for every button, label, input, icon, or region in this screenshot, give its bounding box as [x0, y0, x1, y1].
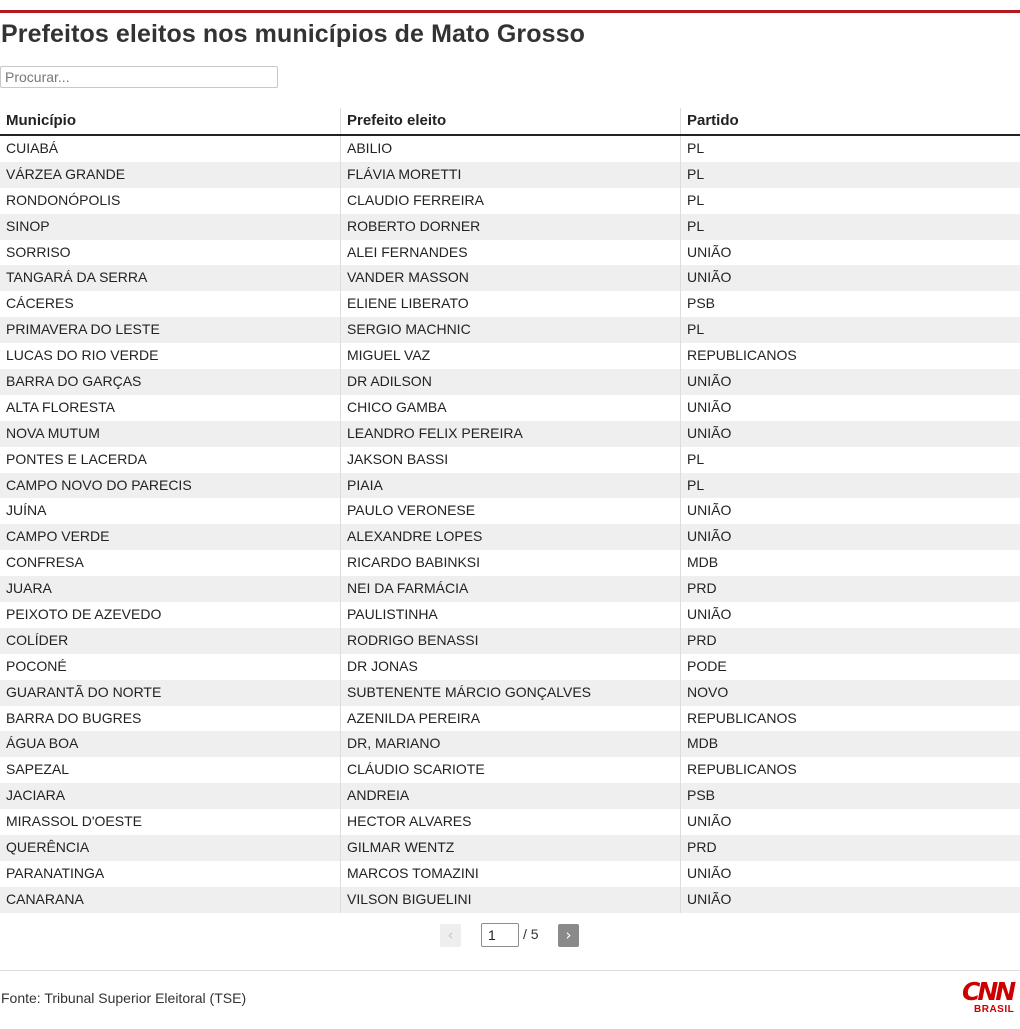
cell-partido: REPUBLICANOS: [680, 343, 1020, 369]
cell-partido: REPUBLICANOS: [680, 757, 1020, 783]
cell-municipio: CAMPO VERDE: [6, 528, 110, 545]
cell-municipio: CANARANA: [6, 890, 84, 907]
table-row: [0, 343, 1020, 369]
cell-prefeito: ANDREIA: [340, 783, 680, 809]
cell-prefeito: RODRIGO BENASSI: [340, 628, 680, 654]
cell-municipio: RONDONÓPOLIS: [6, 191, 121, 208]
accent-top-bar: [0, 10, 1020, 13]
cell-prefeito: RICARDO BABINKSI: [340, 550, 680, 576]
cell-prefeito: MARCOS TOMAZINI: [340, 861, 680, 887]
cell-partido: REPUBLICANOS: [680, 706, 1020, 732]
table-row: [0, 188, 1020, 214]
column-header-partido[interactable]: Partido: [680, 108, 1020, 134]
table-row: [0, 473, 1020, 499]
cell-municipio: VÁRZEA GRANDE: [6, 165, 126, 182]
cell-partido: UNIÃO: [680, 265, 1020, 291]
cell-prefeito: CLAUDIO FERREIRA: [340, 188, 680, 214]
cell-prefeito: MIGUEL VAZ: [340, 343, 680, 369]
cell-municipio: GUARANTÃ DO NORTE: [6, 683, 162, 700]
cell-partido: PL: [680, 317, 1020, 343]
cell-prefeito: SUBTENENTE MÁRCIO GONÇALVES: [340, 680, 680, 706]
cell-partido: PL: [680, 188, 1020, 214]
cell-prefeito: LEANDRO FELIX PEREIRA: [340, 421, 680, 447]
table-row: [0, 861, 1020, 887]
table-row: [0, 214, 1020, 240]
table-row: [0, 395, 1020, 421]
cell-prefeito: JAKSON BASSI: [340, 447, 680, 473]
cell-partido: PRD: [680, 576, 1020, 602]
cell-municipio: SORRISO: [6, 243, 71, 260]
cell-municipio: CUIABÁ: [6, 140, 59, 156]
cell-municipio: CONFRESA: [6, 554, 84, 571]
cell-prefeito: ALEXANDRE LOPES: [340, 524, 680, 550]
cell-partido: PL: [680, 136, 1020, 162]
table-row: [0, 524, 1020, 550]
table-row: [0, 240, 1020, 266]
cell-prefeito: PIAIA: [340, 473, 680, 499]
table-row: [0, 654, 1020, 680]
cell-prefeito: SERGIO MACHNIC: [340, 317, 680, 343]
cell-prefeito: PAULISTINHA: [340, 602, 680, 628]
cell-municipio: BARRA DO BUGRES: [6, 709, 142, 726]
table-row: [0, 550, 1020, 576]
table-row: [0, 291, 1020, 317]
cell-prefeito: PAULO VERONESE: [340, 498, 680, 524]
cell-municipio: PRIMAVERA DO LESTE: [6, 321, 160, 338]
pagination: [0, 923, 1020, 947]
cell-partido: UNIÃO: [680, 369, 1020, 395]
table-row: [0, 628, 1020, 654]
cell-municipio: SINOP: [6, 217, 50, 234]
cell-prefeito: DR ADILSON: [340, 369, 680, 395]
cell-municipio: NOVA MUTUM: [6, 424, 100, 441]
cell-municipio: JUÍNA: [6, 502, 47, 519]
cell-partido: UNIÃO: [680, 395, 1020, 421]
cell-municipio: QUERÊNCIA: [6, 839, 90, 856]
cell-prefeito: FLÁVIA MORETTI: [340, 162, 680, 188]
cell-prefeito: VILSON BIGUELINI: [340, 887, 680, 913]
table-row: [0, 136, 1020, 162]
cell-partido: UNIÃO: [680, 809, 1020, 835]
results-table: [0, 108, 1020, 913]
page-number-input[interactable]: [481, 923, 519, 947]
table-header: [0, 108, 1020, 136]
table-row: [0, 447, 1020, 473]
cell-partido: PL: [680, 162, 1020, 188]
chevron-right-icon[interactable]: ›: [558, 924, 579, 947]
cell-municipio: COLÍDER: [6, 631, 69, 648]
cell-prefeito: ABILIO: [340, 136, 680, 162]
cell-municipio: PEIXOTO DE AZEVEDO: [6, 606, 162, 623]
cell-partido: UNIÃO: [680, 421, 1020, 447]
cell-partido: MDB: [680, 731, 1020, 757]
cell-partido: PSB: [680, 783, 1020, 809]
cell-prefeito: CLÁUDIO SCARIOTE: [340, 757, 680, 783]
cell-prefeito: HECTOR ALVARES: [340, 809, 680, 835]
table-row: [0, 421, 1020, 447]
cell-municipio: BARRA DO GARÇAS: [6, 373, 142, 390]
cell-municipio: POCONÉ: [6, 657, 67, 674]
cell-prefeito: DR, MARIANO: [340, 731, 680, 757]
page-title: Prefeitos eleitos nos municípios de Mato Grosso: [1, 20, 585, 48]
table-row: [0, 783, 1020, 809]
page-total: / 5: [523, 926, 539, 942]
cell-prefeito: ELIENE LIBERATO: [340, 291, 680, 317]
cell-prefeito: ROBERTO DORNER: [340, 214, 680, 240]
cell-municipio: LUCAS DO RIO VERDE: [6, 347, 159, 364]
chevron-left-icon[interactable]: ‹: [440, 924, 461, 947]
cell-partido: PL: [680, 214, 1020, 240]
table-row: [0, 265, 1020, 291]
logo-mark: CNN: [962, 977, 1014, 1006]
table-row: [0, 680, 1020, 706]
table-row: [0, 602, 1020, 628]
cell-municipio: ALTA FLORESTA: [6, 398, 115, 415]
cell-prefeito: NEI DA FARMÁCIA: [340, 576, 680, 602]
cell-municipio: PARANATINGA: [6, 864, 105, 881]
cell-partido: PL: [680, 447, 1020, 473]
cell-prefeito: VANDER MASSON: [340, 265, 680, 291]
cell-prefeito: CHICO GAMBA: [340, 395, 680, 421]
footer-divider: [0, 970, 1020, 971]
cell-municipio: CÁCERES: [6, 295, 74, 312]
cell-partido: PSB: [680, 291, 1020, 317]
cell-partido: MDB: [680, 550, 1020, 576]
cell-prefeito: GILMAR WENTZ: [340, 835, 680, 861]
cell-prefeito: DR JONAS: [340, 654, 680, 680]
cell-municipio: JACIARA: [6, 787, 66, 804]
cell-municipio: PONTES E LACERDA: [6, 450, 147, 467]
cell-municipio: TANGARÁ DA SERRA: [6, 269, 148, 286]
table-row: [0, 576, 1020, 602]
cell-partido: PRD: [680, 835, 1020, 861]
cell-partido: UNIÃO: [680, 498, 1020, 524]
column-header-municipio[interactable]: Município: [6, 112, 76, 129]
table-row: [0, 706, 1020, 732]
cell-municipio: ÁGUA BOA: [6, 735, 79, 752]
cell-partido: PRD: [680, 628, 1020, 654]
table-row: [0, 162, 1020, 188]
table-row: [0, 498, 1020, 524]
cell-prefeito: AZENILDA PEREIRA: [340, 706, 680, 732]
search-input[interactable]: [0, 66, 278, 88]
source-note: Fonte: Tribunal Superior Eleitoral (TSE): [1, 990, 247, 1006]
logo-subtext: BRASIL: [974, 1004, 1015, 1015]
cell-municipio: CAMPO NOVO DO PARECIS: [6, 476, 192, 493]
cell-partido: UNIÃO: [680, 524, 1020, 550]
cell-municipio: MIRASSOL D'OESTE: [6, 813, 142, 830]
cell-partido: PL: [680, 473, 1020, 499]
column-header-prefeito[interactable]: Prefeito eleito: [340, 108, 680, 134]
cell-municipio: SAPEZAL: [6, 761, 70, 778]
cell-partido: PODE: [680, 654, 1020, 680]
cell-partido: UNIÃO: [680, 887, 1020, 913]
cell-partido: UNIÃO: [680, 602, 1020, 628]
cell-partido: NOVO: [680, 680, 1020, 706]
table-row: [0, 317, 1020, 343]
cnn-brasil-logo: [962, 977, 1020, 1017]
cell-partido: UNIÃO: [680, 240, 1020, 266]
table-row: [0, 757, 1020, 783]
table-row: [0, 835, 1020, 861]
table-row: [0, 731, 1020, 757]
cell-prefeito: ALEI FERNANDES: [340, 240, 680, 266]
cell-municipio: JUARA: [6, 580, 52, 597]
cell-partido: UNIÃO: [680, 861, 1020, 887]
table-row: [0, 809, 1020, 835]
table-row: [0, 369, 1020, 395]
table-row: [0, 887, 1020, 913]
table-body: [0, 136, 1020, 913]
